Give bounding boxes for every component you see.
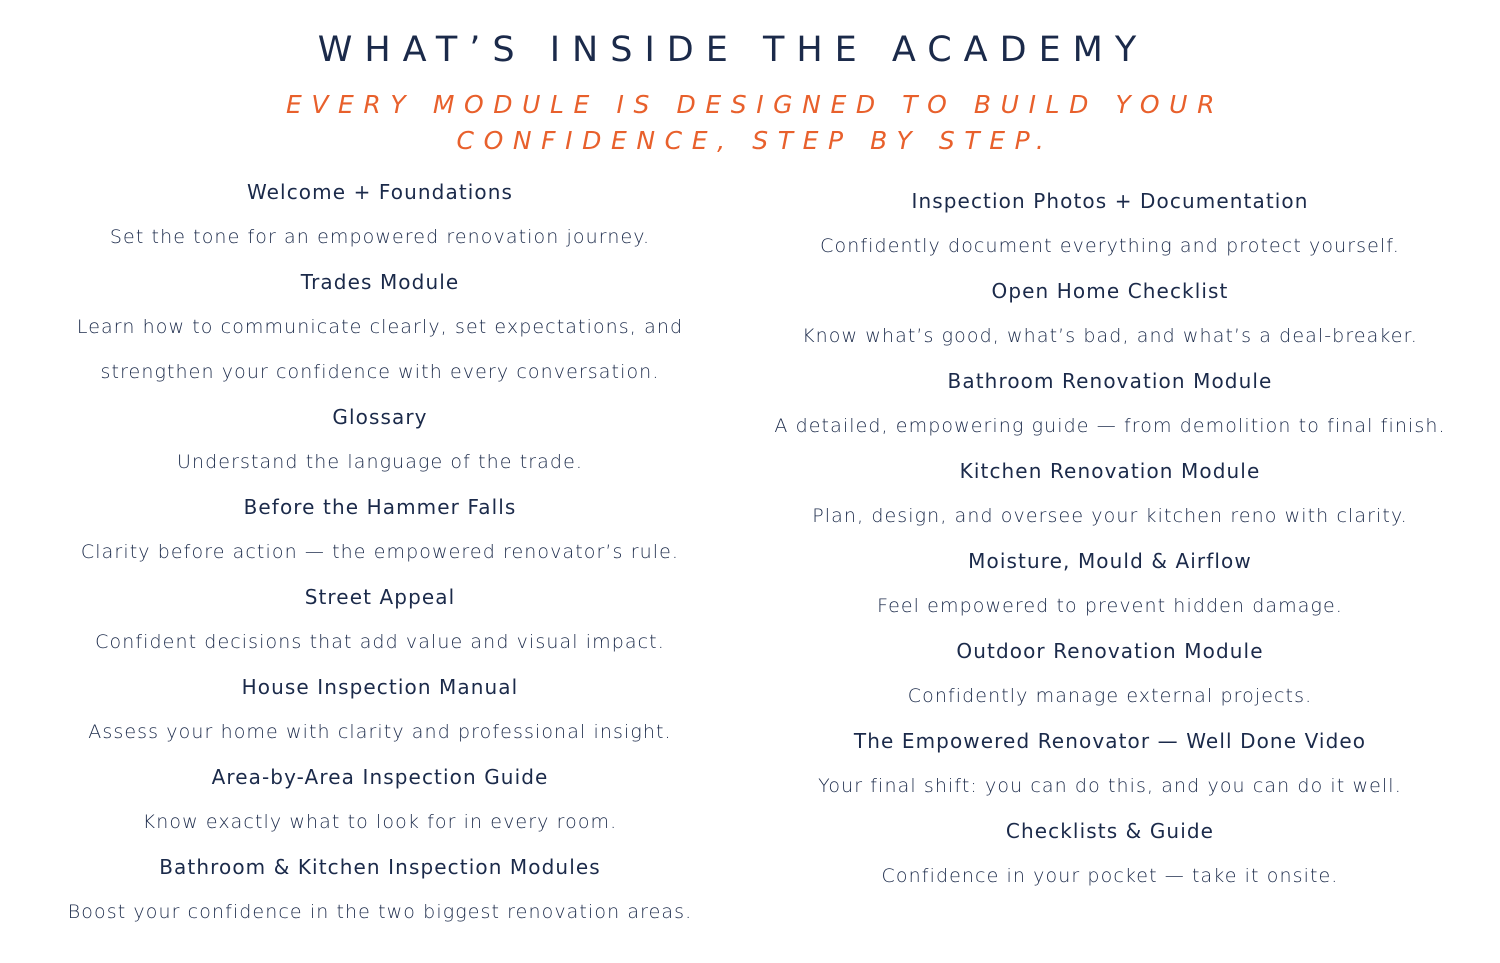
module-description: Know what’s good, what’s bad, and what’s a deal-breaker. — [802, 325, 1418, 347]
right-module-column — [752, 179, 1468, 899]
left-module-column — [20, 170, 740, 935]
module-description: Boost your confidence in the two biggest renovation areas. — [67, 901, 693, 923]
module-kitchen-renovation — [752, 449, 1468, 539]
module-welcome-foundations — [20, 170, 740, 260]
module-title: Bathroom & Kitchen Inspection Modules — [159, 855, 601, 879]
module-open-home-checklist — [752, 269, 1468, 359]
module-title: Street Appeal — [304, 585, 456, 609]
module-description: Confidence in your pocket — take it onsite. — [881, 865, 1339, 887]
module-title: Outdoor Renovation Module — [956, 639, 1264, 663]
module-area-by-area-inspection-guide — [20, 755, 740, 845]
module-title: Bathroom Renovation Module — [947, 369, 1273, 393]
module-description: Confidently manage external projects. — [907, 685, 1313, 707]
module-description: Understand the language of the trade. — [176, 451, 583, 473]
module-street-appeal — [20, 575, 740, 665]
module-title: Kitchen Renovation Module — [959, 459, 1261, 483]
module-title: Glossary — [332, 405, 428, 429]
module-title: Inspection Photos + Documentation — [911, 189, 1309, 213]
module-house-inspection-manual — [20, 665, 740, 755]
module-moisture-mould-airflow — [752, 539, 1468, 629]
module-bathroom-kitchen-inspection — [20, 845, 740, 935]
page-subtitle-line-1: EVERY MODULE IS DESIGNED TO BUILD YOUR — [285, 90, 1225, 119]
module-description: Set the tone for an empowered renovation journey. — [109, 226, 651, 248]
module-description: Learn how to communicate clearly, set expectations, and strengthen your confidence with every conversation. — [76, 316, 684, 383]
module-description: Clarity before action — the empowered renovator’s rule. — [80, 541, 680, 563]
module-well-done-video — [752, 719, 1468, 809]
module-title: Checklists & Guide — [1005, 819, 1215, 843]
module-description: Confident decisions that add value and visual impact. — [95, 631, 665, 653]
module-checklists-guide — [752, 809, 1468, 899]
module-description: Feel empowered to prevent hidden damage. — [877, 595, 1343, 617]
module-title: Area-by-Area Inspection Guide — [211, 765, 549, 789]
module-description: Confidently document everything and protect yourself. — [820, 235, 1400, 257]
module-title: House Inspection Manual — [241, 675, 519, 699]
module-description: A detailed, empowering guide — from demolition to final finish. — [774, 415, 1446, 437]
module-glossary — [20, 395, 740, 485]
module-bathroom-renovation — [752, 359, 1468, 449]
module-title: Before the Hammer Falls — [243, 495, 517, 519]
module-description: Assess your home with clarity and professional insight. — [88, 721, 672, 743]
module-description: Plan, design, and oversee your kitchen reno with clarity. — [812, 505, 1408, 527]
module-trades — [20, 260, 740, 395]
module-description: Know exactly what to look for in every room. — [142, 811, 618, 833]
module-title: Trades Module — [300, 270, 460, 294]
page-title: WHAT’S INSIDE THE ACADEMY — [317, 30, 1149, 70]
module-title: Moisture, Mould & Airflow — [968, 549, 1252, 573]
page-subtitle-line-2: CONFIDENCE, STEP BY STEP. — [456, 126, 1054, 155]
module-title: Open Home Checklist — [991, 279, 1229, 303]
module-title: Welcome + Foundations — [246, 180, 514, 204]
module-outdoor-renovation — [752, 629, 1468, 719]
module-description: Your final shift: you can do this, and you can do it well. — [818, 775, 1402, 797]
module-before-the-hammer-falls — [20, 485, 740, 575]
module-title: The Empowered Renovator — Well Done Video — [853, 729, 1367, 753]
module-inspection-photos-documentation — [752, 179, 1468, 269]
